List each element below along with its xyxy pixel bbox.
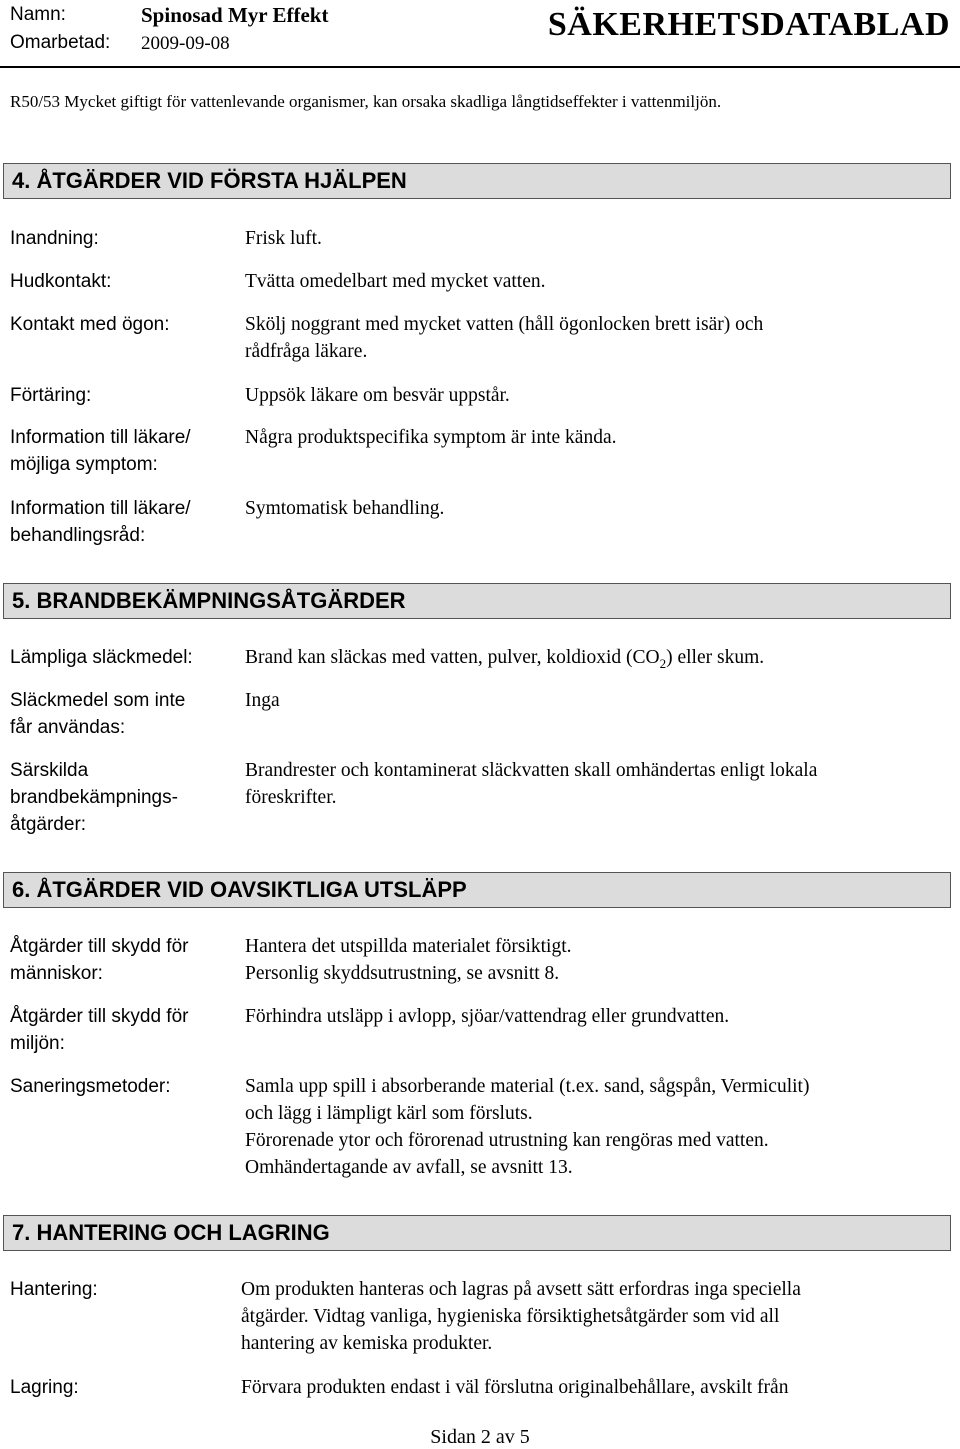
label-eye-contact: Kontakt med ögon: (10, 314, 170, 335)
value-unsuitable-extinguishing: Inga (245, 690, 280, 711)
label-cleanup-methods: Saneringsmetoder: (10, 1076, 171, 1097)
value-handling: Om produkten hanteras och lagras på avsett sätt erfordras inga speciella åtgärder. Vidtag vanliga, hygieniska försiktighetsåtgärder som vid all hantering av kemiska produkter. (241, 1279, 801, 1354)
value-environmental-precautions: Förhindra utsläpp i avlopp, sjöar/vattendrag eller grundvatten. (245, 1006, 730, 1027)
label-unsuitable-extinguishing: Släckmedel som inte får användas: (10, 690, 186, 738)
value-storage: Förvara produkten endast i väl förslutna originalbehållare, avskilt från (241, 1377, 789, 1398)
label-suitable-extinguishing: Lämpliga släckmedel: (10, 647, 193, 668)
section-7-heading: 7. HANTERING OCH LAGRING (3, 1215, 951, 1251)
header-divider (0, 66, 960, 68)
value-cleanup-methods: Samla upp spill i absorberande material (t.ex. sand, sågspån, Vermiculit) och lägg i lämpligt kärl som försluts. Förorenade ytor och förorenad utrustning kan rengöras med vatten. Omhändertagande av avfall, se avsnitt 13. (245, 1076, 810, 1178)
label-doctor-symptoms: Information till läkare/ möjliga symptom: (10, 427, 191, 475)
label-personal-precautions: Åtgärder till skydd för människor: (10, 936, 189, 984)
value-doctor-symptoms: Några produktspecifika symptom är inte kända. (245, 427, 617, 448)
label-doctor-treatment: Information till läkare/ behandlingsråd: (10, 498, 191, 546)
label-ingestion: Förtäring: (10, 385, 92, 406)
section-5-heading: 5. BRANDBEKÄMPNINGSÅTGÄRDER (3, 583, 951, 619)
value-suitable-extinguishing: Brand kan släckas med vatten, pulver, koldioxid $(CO_2)$ eller skum. (245, 647, 765, 671)
value-personal-precautions: Hantera det utspillda materialet försiktigt. Personlig skyddsutrustning, se avsnitt 8. (245, 936, 572, 984)
label-storage: Lagring: (10, 1377, 79, 1398)
value-doctor-treatment: Symtomatisk behandling. (245, 498, 445, 519)
value-eye-contact: Skölj noggrant med mycket vatten (håll ögonlocken brett isär) och rådfråga läkare. (245, 314, 764, 362)
label-handling: Hantering: (10, 1279, 98, 1300)
value-ingestion: Uppsök läkare om besvär uppstår. (245, 385, 510, 406)
label-special-firefighting: Särskilda brandbekämpnings- åtgärder: (10, 760, 178, 835)
r-phrase: R50/53 Mycket giftigt för vattenlevande organismer, kan orsaka skadliga långtidseffekter i vattenmiljön. (10, 92, 722, 111)
document-title: SÄKERHETSDATABLAD (547, 6, 950, 43)
label-inhalation: Inandning: (10, 228, 99, 249)
page-number: Sidan 2 av 5 (430, 1426, 530, 1448)
name-label: Namn: (10, 4, 66, 25)
edited-label: Omarbetad: (10, 32, 111, 53)
value-inhalation: Frisk luft. (245, 228, 322, 249)
product-name: Spinosad Myr Effekt (141, 3, 329, 27)
section-6-heading: 6. ÅTGÄRDER VID OAVSIKTLIGA UTSLÄPP (3, 872, 951, 908)
value-skin-contact: Tvätta omedelbart med mycket vatten. (245, 271, 546, 292)
label-skin-contact: Hudkontakt: (10, 271, 112, 292)
edited-date: 2009-09-08 (141, 33, 230, 54)
value-special-firefighting: Brandrester och kontaminerat släckvatten skall omhändertas enligt lokala föreskrifter. (245, 760, 818, 808)
label-environmental-precautions: Åtgärder till skydd för miljön: (10, 1006, 189, 1054)
section-4-heading: 4. ÅTGÄRDER VID FÖRSTA HJÄLPEN (3, 163, 951, 199)
